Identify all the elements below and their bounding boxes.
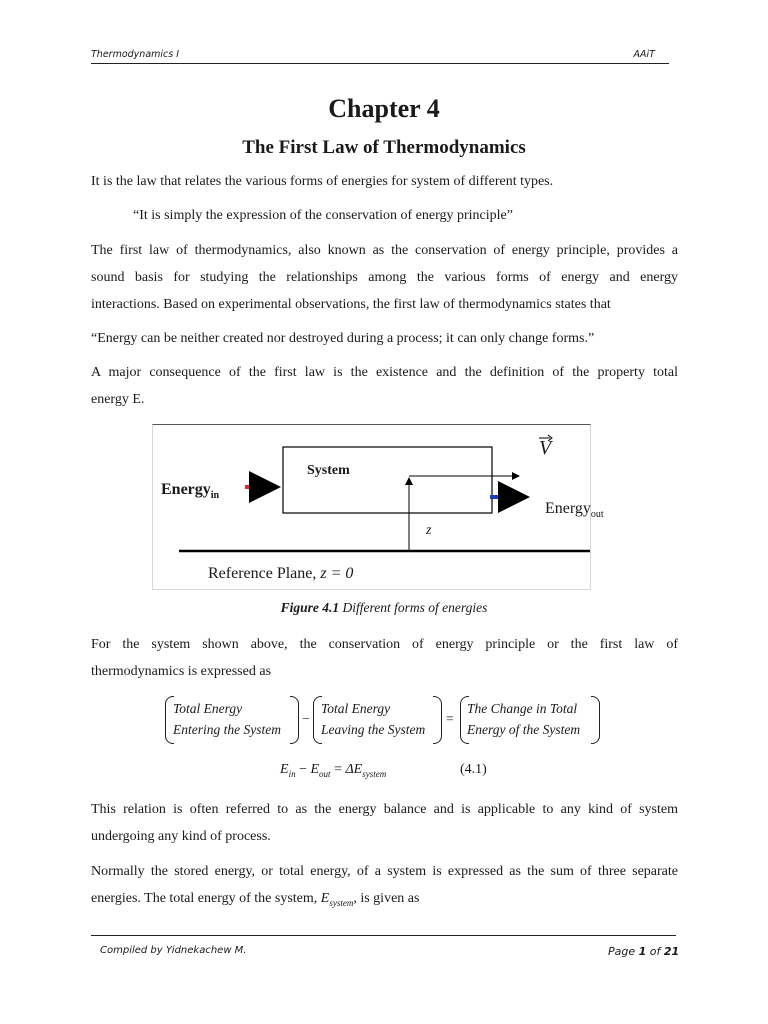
quote-energy-statement: “Energy can be neither created nor destroyed during a process; it can only change forms.” <box>91 331 595 346</box>
figure-energy-forms <box>152 424 604 590</box>
eq41-delta: ΔE <box>345 762 363 777</box>
eq-term-change-line1: The Change in Total <box>467 701 578 716</box>
paragraph-total-energy-line: energy E. <box>91 392 145 407</box>
velocity-label: V <box>539 437 552 459</box>
of-word: of <box>649 945 661 958</box>
paren-right <box>591 696 600 744</box>
eq41-e-out-sub: out <box>319 768 331 779</box>
header-course: Thermodynamics I <box>91 49 180 60</box>
eq41-e-in: E <box>280 762 289 777</box>
eq-term-change-line2: Energy of the System <box>467 722 581 737</box>
eq-equals: = <box>446 711 454 726</box>
equation-4-1 <box>280 762 386 779</box>
paragraph-expression-line: For the system shown above, the conservation of energy principle or the first law of <box>91 637 678 652</box>
paragraph-stored-energy-line: Normally the stored energy, or total energy, of a system is expressed as the sum of three separate <box>91 864 678 879</box>
header-institution: AAiT <box>633 49 655 60</box>
e-system-symbol: E <box>320 891 330 906</box>
energy-in-text: Energy <box>161 481 211 498</box>
eq-term-out-line2: Leaving the System <box>321 722 426 737</box>
page-header <box>91 49 669 64</box>
eq-term-change <box>467 698 580 740</box>
system-box <box>283 447 492 513</box>
paragraph-first-law-line: sound basis for studying the relationships among the various forms of energy and energy <box>91 270 678 285</box>
eq41-e-in-sub: in <box>288 768 296 779</box>
paragraph-first-law-line: The first law of thermodynamics, also known as the conservation of energy principle, provides a <box>91 243 678 258</box>
paren-right <box>290 696 299 744</box>
equation-number: (4.1) <box>460 762 487 777</box>
reference-equation: z = 0 <box>320 565 354 582</box>
reference-text: Reference Plane, <box>208 565 317 582</box>
eq-term-out-line1: Total Energy <box>321 701 391 716</box>
paragraph-first-law-line: interactions. Based on experimental observations, the first law of thermodynamics states that <box>91 297 611 312</box>
page-word: Page <box>608 945 636 958</box>
paren-right <box>433 696 442 744</box>
eq41-e-out: E <box>310 762 320 777</box>
eq-term-in-line2: Entering the System <box>173 722 281 737</box>
paragraph-intro: It is the law that relates the various forms of energies for system of different types. <box>91 174 554 189</box>
figure-caption-text: Different forms of energies <box>342 600 488 615</box>
eq-term-in-line1: Total Energy <box>173 701 243 716</box>
eq-term-in <box>173 698 281 740</box>
figure-caption <box>0 600 768 616</box>
system-label: System <box>307 463 350 478</box>
page-number <box>608 945 679 958</box>
energy-out-label <box>545 500 604 520</box>
paragraph-energy-balance-line: undergoing any kind of process. <box>91 829 271 844</box>
stored-energy-text-end: , is given as <box>353 891 420 906</box>
chapter-title: Chapter 4 <box>328 94 440 123</box>
chapter-subtitle: The First Law of Thermodynamics <box>242 137 526 158</box>
quote-conservation: “It is simply the expression of the conservation of energy principle” <box>133 208 513 223</box>
eq-term-out <box>321 698 425 740</box>
eq41-equals: = <box>334 762 342 777</box>
eq41-minus: − <box>299 762 307 777</box>
energy-out-text: Energy <box>545 500 591 517</box>
paragraph-stored-energy-line <box>91 885 419 917</box>
eq-minus: − <box>302 711 310 726</box>
energy-in-label <box>161 481 219 501</box>
footer-divider <box>91 935 676 936</box>
reference-plane-label <box>208 565 353 583</box>
paragraph-energy-balance-line: This relation is often referred to as the energy balance and is applicable to any kind of system <box>91 802 678 817</box>
paragraph-total-energy-line: A major consequence of the first law is the existence and the definition of the property total <box>91 365 678 380</box>
energy-in-subscript: in <box>210 490 220 502</box>
page-current: 1 <box>638 945 647 958</box>
figure-number: Figure 4.1 <box>280 600 340 615</box>
paragraph-expression-line: thermodynamics is expressed as <box>91 664 272 679</box>
footer-author: Compiled by Yidnekachew M. <box>100 945 247 956</box>
e-system-subscript: system <box>329 897 354 908</box>
page-total: 21 <box>663 945 680 958</box>
elevation-label: z <box>426 523 432 538</box>
eq41-delta-sub: system <box>362 768 387 779</box>
stored-energy-text: energies. The total energy of the system, <box>91 891 318 906</box>
energy-out-subscript: out <box>590 509 604 521</box>
